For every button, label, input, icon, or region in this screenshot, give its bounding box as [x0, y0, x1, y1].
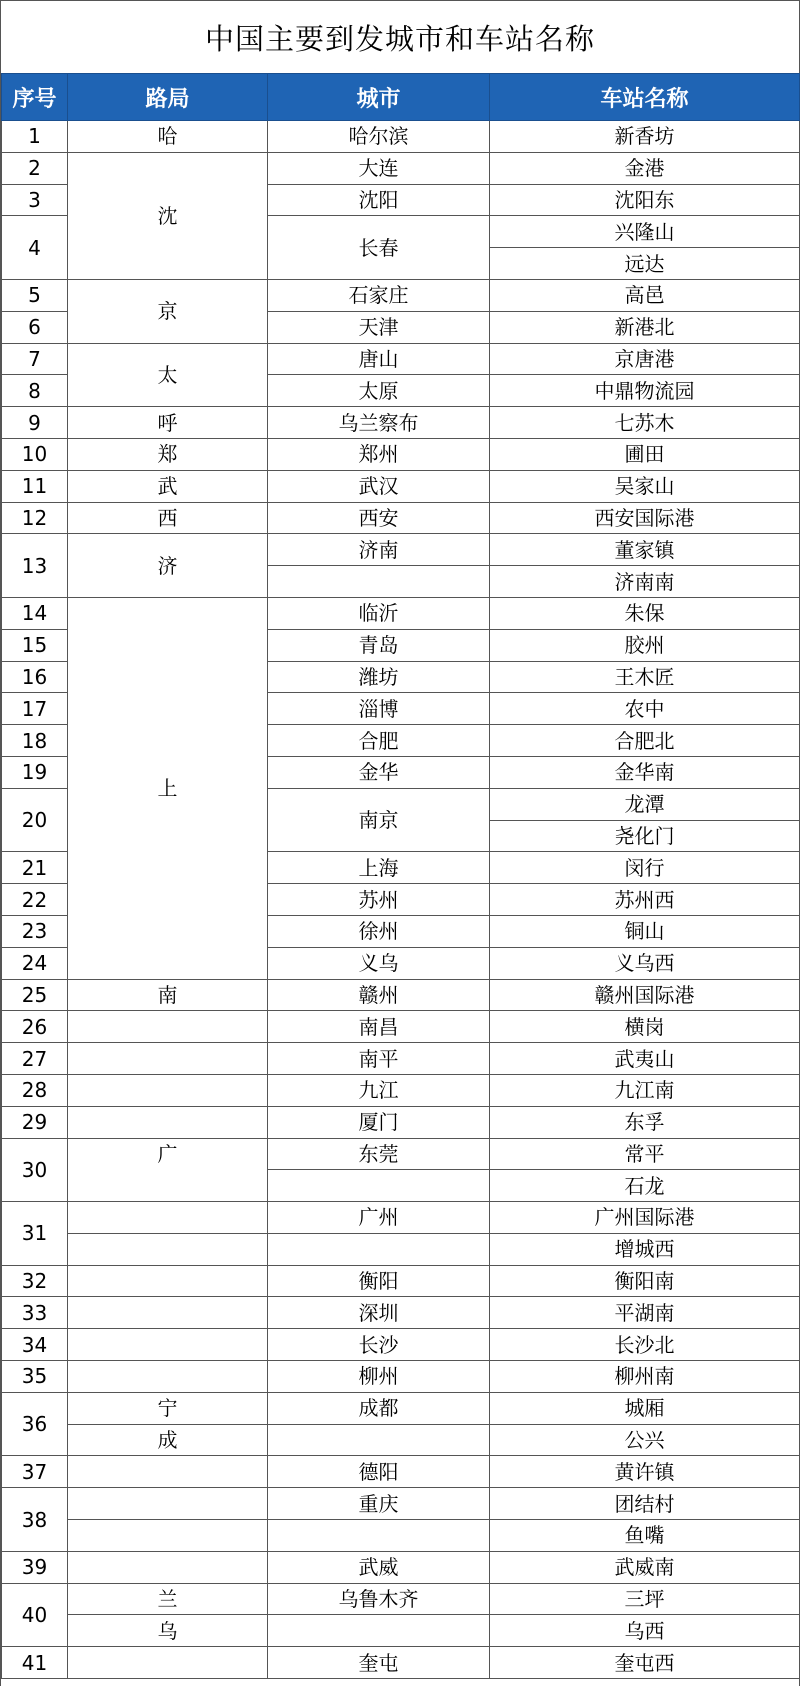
index-cell: 12	[2, 502, 68, 534]
station-cell: 铜山	[490, 915, 800, 947]
bureau-cell: 哈	[68, 121, 268, 153]
table-row	[2, 1647, 800, 1679]
index-cell: 18	[2, 725, 68, 757]
index-cell: 19	[2, 756, 68, 788]
station-cell: 朱保	[490, 597, 800, 629]
city-cell: 济南	[268, 534, 490, 566]
index-cell: 22	[2, 884, 68, 916]
bureau-cell	[68, 1361, 268, 1393]
index-cell: 3	[2, 184, 68, 216]
city-cell: 衡阳	[268, 1265, 490, 1297]
bureau-cell: 济	[68, 534, 268, 598]
table-row	[2, 1074, 800, 1106]
station-cell: 义乌西	[490, 947, 800, 979]
index-cell: 23	[2, 915, 68, 947]
index-cell: 11	[2, 470, 68, 502]
table-row	[2, 534, 800, 566]
bureau-cell	[68, 1074, 268, 1106]
city-cell: 乌兰察布	[268, 407, 490, 439]
index-cell: 8	[2, 375, 68, 407]
station-cell: 柳州南	[490, 1361, 800, 1393]
station-cell: 济南南	[490, 566, 800, 598]
index-cell: 10	[2, 438, 68, 470]
index-cell: 41	[2, 1647, 68, 1679]
index-cell: 17	[2, 693, 68, 725]
city-cell: 南平	[268, 1043, 490, 1075]
bureau-cell: 南	[68, 979, 268, 1011]
station-cell: 平湖南	[490, 1297, 800, 1329]
index-cell: 32	[2, 1265, 68, 1297]
station-cell: 武夷山	[490, 1043, 800, 1075]
index-cell: 40	[2, 1583, 68, 1647]
header-index: 序号	[2, 74, 68, 121]
city-cell: 长春	[268, 216, 490, 280]
city-cell: 苏州	[268, 884, 490, 916]
station-cell: 苏州西	[490, 884, 800, 916]
city-cell: 太原	[268, 375, 490, 407]
station-cell: 长沙北	[490, 1329, 800, 1361]
table-row	[2, 979, 800, 1011]
station-cell: 闵行	[490, 852, 800, 884]
index-cell: 25	[2, 979, 68, 1011]
city-cell: 徐州	[268, 915, 490, 947]
city-cell: 九江	[268, 1074, 490, 1106]
index-cell: 28	[2, 1074, 68, 1106]
station-cell: 董家镇	[490, 534, 800, 566]
city-cell: 哈尔滨	[268, 121, 490, 153]
city-cell: 青岛	[268, 629, 490, 661]
station-cell: 沈阳东	[490, 184, 800, 216]
index-cell: 39	[2, 1551, 68, 1583]
station-cell: 高邑	[490, 279, 800, 311]
index-cell: 35	[2, 1361, 68, 1393]
table-row	[2, 1615, 800, 1647]
bureau-cell	[68, 1202, 268, 1234]
table-header-row	[2, 74, 800, 121]
city-cell: 成都	[268, 1392, 490, 1424]
index-cell: 27	[2, 1043, 68, 1075]
station-cell: 公兴	[490, 1424, 800, 1456]
city-cell: 德阳	[268, 1456, 490, 1488]
city-cell: 东莞	[268, 1138, 490, 1170]
station-cell: 中鼎物流园	[490, 375, 800, 407]
table-row	[2, 1233, 800, 1265]
table-row	[2, 1583, 800, 1615]
city-cell: 广州	[268, 1202, 490, 1234]
station-cell: 尧化门	[490, 820, 800, 852]
index-cell: 30	[2, 1138, 68, 1202]
table-row	[2, 1043, 800, 1075]
station-cell: 横岗	[490, 1011, 800, 1043]
city-cell	[268, 566, 490, 598]
index-cell: 29	[2, 1106, 68, 1138]
table-row	[2, 1488, 800, 1520]
station-cell: 金华南	[490, 756, 800, 788]
index-cell: 7	[2, 343, 68, 375]
city-cell: 上海	[268, 852, 490, 884]
city-cell	[268, 1615, 490, 1647]
index-cell: 31	[2, 1202, 68, 1266]
bureau-cell	[68, 1011, 268, 1043]
bureau-cell: 西	[68, 502, 268, 534]
bureau-cell	[68, 1329, 268, 1361]
city-cell: 厦门	[268, 1106, 490, 1138]
index-cell: 20	[2, 788, 68, 852]
index-cell: 38	[2, 1488, 68, 1552]
bureau-cell: 武	[68, 470, 268, 502]
table-row	[2, 438, 800, 470]
station-cell: 鱼嘴	[490, 1520, 800, 1552]
index-cell: 9	[2, 407, 68, 439]
city-cell: 金华	[268, 756, 490, 788]
table-row	[2, 1265, 800, 1297]
station-cell: 新港北	[490, 311, 800, 343]
bureau-cell	[68, 1043, 268, 1075]
station-cell: 西安国际港	[490, 502, 800, 534]
bureau-cell: 兰	[68, 1583, 268, 1615]
header-station: 车站名称	[490, 74, 800, 121]
city-cell: 南京	[268, 788, 490, 852]
station-cell: 农中	[490, 693, 800, 725]
bureau-cell	[68, 1297, 268, 1329]
bureau-cell: 京	[68, 279, 268, 343]
city-cell: 武汉	[268, 470, 490, 502]
index-cell: 21	[2, 852, 68, 884]
station-cell: 武威南	[490, 1551, 800, 1583]
station-cell: 团结村	[490, 1488, 800, 1520]
city-cell: 武威	[268, 1551, 490, 1583]
bureau-cell: 上	[68, 597, 268, 979]
index-cell: 5	[2, 279, 68, 311]
station-cell: 远达	[490, 248, 800, 280]
city-cell: 南昌	[268, 1011, 490, 1043]
header-bureau: 路局	[68, 74, 268, 121]
bureau-cell: 成	[68, 1424, 268, 1456]
station-cell: 乌西	[490, 1615, 800, 1647]
bureau-cell	[68, 1106, 268, 1138]
index-cell: 6	[2, 311, 68, 343]
station-cell: 京唐港	[490, 343, 800, 375]
city-cell: 郑州	[268, 438, 490, 470]
city-cell: 淄博	[268, 693, 490, 725]
table-row	[2, 1297, 800, 1329]
city-cell: 义乌	[268, 947, 490, 979]
index-cell: 26	[2, 1011, 68, 1043]
table-row	[2, 1329, 800, 1361]
table-row	[2, 407, 800, 439]
bureau-cell	[68, 1265, 268, 1297]
table-row	[2, 279, 800, 311]
table-row	[2, 1392, 800, 1424]
city-cell: 唐山	[268, 343, 490, 375]
bureau-cell: 乌	[68, 1615, 268, 1647]
city-cell: 柳州	[268, 1361, 490, 1393]
index-cell: 1	[2, 121, 68, 153]
station-cell: 王木匠	[490, 661, 800, 693]
city-cell: 大连	[268, 152, 490, 184]
city-cell	[268, 1233, 490, 1265]
city-cell: 深圳	[268, 1297, 490, 1329]
index-cell: 2	[2, 152, 68, 184]
station-cell: 新香坊	[490, 121, 800, 153]
bureau-cell	[68, 1456, 268, 1488]
station-cell: 赣州国际港	[490, 979, 800, 1011]
table-row	[2, 343, 800, 375]
station-cell: 东孚	[490, 1106, 800, 1138]
city-cell	[268, 1170, 490, 1202]
city-cell: 合肥	[268, 725, 490, 757]
station-cell: 奎屯西	[490, 1647, 800, 1679]
station-cell: 兴隆山	[490, 216, 800, 248]
index-cell: 34	[2, 1329, 68, 1361]
city-cell: 西安	[268, 502, 490, 534]
bureau-cell: 太	[68, 343, 268, 407]
table-row	[2, 1106, 800, 1138]
bureau-cell: 呼	[68, 407, 268, 439]
table-row	[2, 121, 800, 153]
station-cell: 七苏木	[490, 407, 800, 439]
table-row	[2, 152, 800, 184]
station-cell: 黄许镇	[490, 1456, 800, 1488]
index-cell: 15	[2, 629, 68, 661]
table-row	[2, 1456, 800, 1488]
city-cell	[268, 1520, 490, 1552]
station-cell: 金港	[490, 152, 800, 184]
station-cell: 九江南	[490, 1074, 800, 1106]
city-cell: 乌鲁木齐	[268, 1583, 490, 1615]
table-row	[2, 1361, 800, 1393]
index-cell: 16	[2, 661, 68, 693]
table-row	[2, 1138, 800, 1170]
station-cell: 广州国际港	[490, 1202, 800, 1234]
city-cell: 临沂	[268, 597, 490, 629]
station-cell: 石龙	[490, 1170, 800, 1202]
table-body	[2, 121, 800, 1679]
city-cell: 长沙	[268, 1329, 490, 1361]
bureau-cell	[68, 1488, 268, 1520]
station-table	[1, 73, 800, 1679]
index-cell: 36	[2, 1392, 68, 1456]
index-cell: 24	[2, 947, 68, 979]
bureau-cell	[68, 1520, 268, 1552]
table-row	[2, 1424, 800, 1456]
table-row	[2, 1202, 800, 1234]
station-cell: 龙潭	[490, 788, 800, 820]
bureau-cell	[68, 1233, 268, 1265]
station-cell: 常平	[490, 1138, 800, 1170]
city-cell: 沈阳	[268, 184, 490, 216]
index-cell: 14	[2, 597, 68, 629]
bureau-cell: 宁	[68, 1392, 268, 1424]
bureau-cell	[68, 1647, 268, 1679]
table-row	[2, 597, 800, 629]
station-cell: 胶州	[490, 629, 800, 661]
city-cell: 赣州	[268, 979, 490, 1011]
bureau-cell: 郑	[68, 438, 268, 470]
city-cell	[268, 1424, 490, 1456]
city-cell: 天津	[268, 311, 490, 343]
index-cell: 37	[2, 1456, 68, 1488]
index-cell: 4	[2, 216, 68, 280]
index-cell: 13	[2, 534, 68, 598]
city-cell: 潍坊	[268, 661, 490, 693]
station-cell: 吴家山	[490, 470, 800, 502]
city-cell: 石家庄	[268, 279, 490, 311]
index-cell: 33	[2, 1297, 68, 1329]
station-cell: 合肥北	[490, 725, 800, 757]
station-cell: 增城西	[490, 1233, 800, 1265]
station-cell: 圃田	[490, 438, 800, 470]
station-cell: 衡阳南	[490, 1265, 800, 1297]
city-cell: 奎屯	[268, 1647, 490, 1679]
bureau-cell	[68, 1551, 268, 1583]
station-cell: 城厢	[490, 1392, 800, 1424]
bureau-cell: 沈	[68, 152, 268, 279]
table-row	[2, 470, 800, 502]
page-title: 中国主要到发城市和车站名称	[1, 0, 799, 73]
table-row	[2, 502, 800, 534]
table-row	[2, 1551, 800, 1583]
bureau-cell: 广	[68, 1138, 268, 1202]
header-city: 城市	[268, 74, 490, 121]
station-cell: 三坪	[490, 1583, 800, 1615]
city-cell: 重庆	[268, 1488, 490, 1520]
table-row	[2, 1011, 800, 1043]
table-row	[2, 1520, 800, 1552]
